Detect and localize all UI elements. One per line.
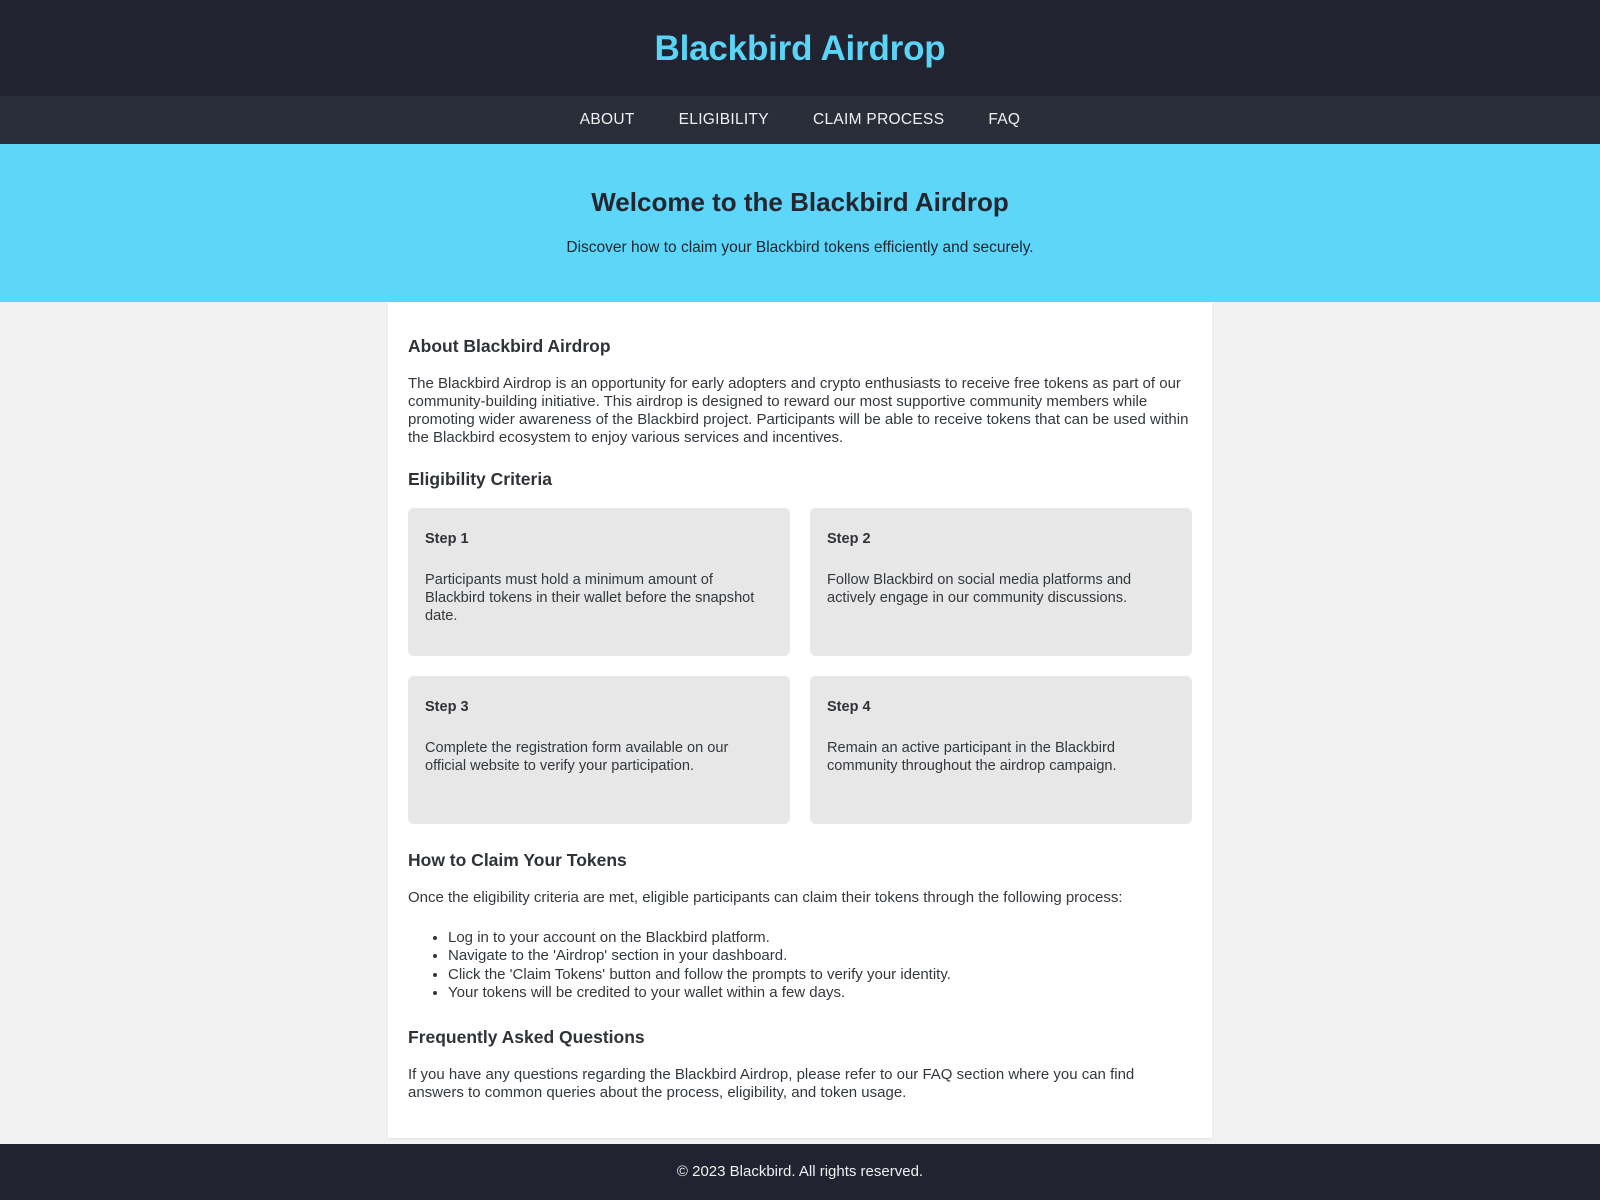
step-title: Step 4 (827, 699, 871, 715)
list-item: • Click the 'Claim Tokens' button and follow the prompts to verify your identity. (448, 966, 1192, 984)
claim-heading: How to Claim Your Tokens (408, 850, 627, 870)
hero-title: Welcome to the Blackbird Airdrop (591, 187, 1009, 218)
main-navigation (0, 96, 1600, 144)
eligibility-heading: Eligibility Criteria (408, 469, 552, 489)
hero-banner (0, 144, 1600, 302)
step-description: Participants must hold a minimum amount of Blackbird tokens in their wallet before the snapshot date. (425, 571, 755, 624)
faq-paragraph: If you have any questions regarding the Blackbird Airdrop, please refer to our FAQ section where you can find answers to common queries about the process, eligibility, and token usage. (408, 1065, 1135, 1101)
main-content-area (0, 302, 1600, 1144)
claim-steps-list (408, 929, 1192, 1003)
list-item: • Navigate to the 'Airdrop' section in your dashboard. (448, 947, 1192, 965)
nav-item-faq[interactable]: FAQ (988, 111, 1021, 128)
site-footer (0, 1144, 1600, 1200)
claim-intro-paragraph: Once the eligibility criteria are met, eligible participants can claim their tokens through the following process: (408, 889, 1123, 906)
nav-item-claim-process[interactable]: CLAIM PROCESS (812, 111, 945, 128)
step-card-3 (408, 676, 790, 824)
faq-heading: Frequently Asked Questions (408, 1026, 645, 1047)
list-item: • Your tokens will be credited to your wallet within a few days. (448, 984, 1192, 1002)
footer-copyright: © 2023 Blackbird. All rights reserved. (676, 1163, 924, 1180)
step-title: Step 1 (425, 531, 469, 547)
about-paragraph: The Blackbird Airdrop is an opportunity for early adopters and crypto enthusiasts to receive free tokens as part of our community-building initiative. This airdrop is designed to reward our most supportive community members while promoting wider awareness of the Blackbird project. Participants will be able to receive tokens that can be used within the Blackbird ecosystem to enjoy various services and incentives. (408, 375, 1189, 446)
content-card (388, 302, 1212, 1138)
step-description: Complete the registration form available on our official website to verify your participation. (425, 739, 729, 774)
site-title: Blackbird Airdrop (654, 28, 946, 68)
nav-item-eligibility[interactable]: ELIGIBILITY (678, 111, 769, 128)
step-card-1 (408, 508, 790, 656)
list-item: • Log in to your account on the Blackbird platform. (448, 929, 1192, 947)
about-heading: About Blackbird Airdrop (408, 336, 611, 356)
step-description: Follow Blackbird on social media platforms and actively engage in our community discussions. (827, 571, 1132, 606)
eligibility-steps-grid (408, 508, 1192, 824)
step-description: Remain an active participant in the Blackbird community throughout the airdrop campaign. (827, 739, 1117, 774)
step-title: Step 3 (425, 699, 469, 715)
hero-subtitle: Discover how to claim your Blackbird tokens efficiently and securely. (566, 239, 1034, 256)
nav-item-about[interactable]: ABOUT (579, 111, 635, 128)
step-card-4 (810, 676, 1192, 824)
step-title: Step 2 (827, 531, 871, 547)
site-header (0, 0, 1600, 96)
step-card-2 (810, 508, 1192, 656)
